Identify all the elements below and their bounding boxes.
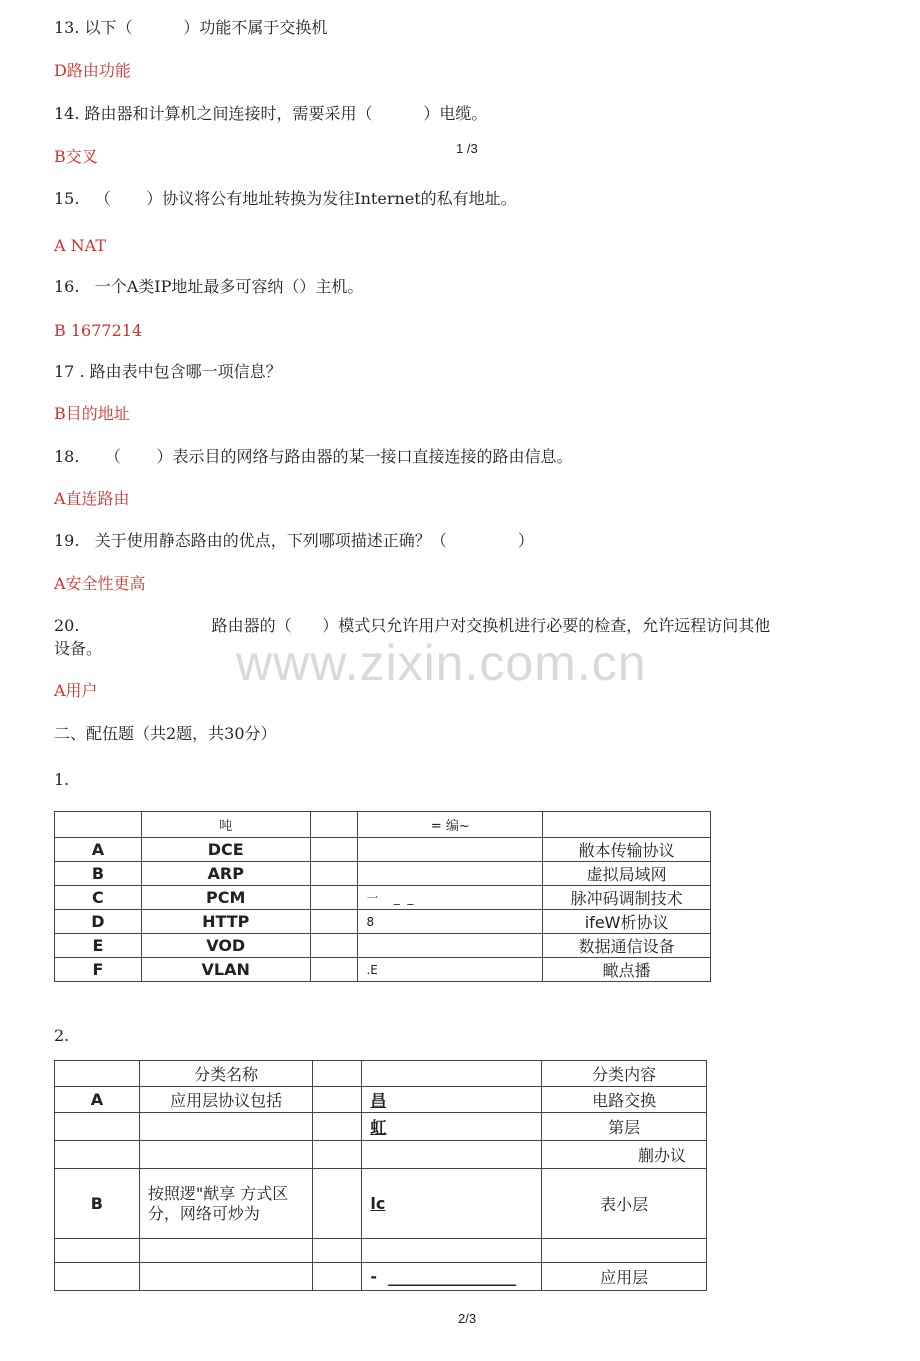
table-cell — [310, 838, 358, 862]
table-row — [55, 886, 711, 910]
row-letter: C — [55, 886, 142, 910]
row-letter: E — [55, 934, 142, 958]
watermark: www.zixin.com.cn — [236, 635, 647, 691]
table-cell: = 编~ — [358, 812, 543, 838]
section-title: 二、配伍题（共2题，共30分） — [54, 724, 277, 743]
definition: 瞰点播 — [543, 958, 711, 982]
table-cell — [55, 1239, 140, 1263]
table-cell — [358, 862, 543, 886]
table-cell — [313, 1087, 362, 1113]
table-cell — [358, 838, 543, 862]
table-cell — [139, 1239, 313, 1263]
table-cell — [358, 934, 543, 958]
term: ARP — [141, 862, 310, 886]
table-row — [55, 1141, 707, 1169]
table-cell — [310, 812, 358, 838]
table-row — [55, 934, 711, 958]
page-marker-top: 1 /3 — [456, 141, 478, 156]
definition: ifeW析协议 — [543, 910, 711, 934]
table-cell — [55, 1263, 140, 1291]
matching-table-1 — [54, 811, 711, 982]
table-cell — [313, 1263, 362, 1291]
table-cell — [313, 1061, 362, 1087]
term: VLAN — [141, 958, 310, 982]
category-content: 电路交换 — [542, 1087, 707, 1113]
table-cell: 一 _ _ — [358, 886, 543, 910]
answer-20: A用户 — [54, 681, 98, 700]
matching-table-2 — [54, 1060, 707, 1291]
table-cell — [313, 1141, 362, 1169]
table-cell — [139, 1113, 313, 1141]
table-cell: .E — [358, 958, 543, 982]
question-14: 14. 路由器和计算机之间连接时，需要采用（ ）电缆。 — [54, 104, 488, 123]
row-letter: F — [55, 958, 142, 982]
term: HTTP — [141, 910, 310, 934]
category-content: 应用层 — [542, 1263, 707, 1291]
question-18: 18. （ ）表示目的网络与路由器的某一接口直接连接的路由信息。 — [54, 447, 573, 466]
row-letter: A — [55, 1087, 140, 1113]
answer-14: B交叉 — [54, 147, 98, 166]
table-row — [55, 1087, 707, 1113]
answer-19: A安全性更高 — [54, 574, 146, 593]
question-17: 17 . 路由表中包含哪一项信息？ — [54, 362, 282, 381]
table-cell — [362, 1141, 542, 1169]
answer-17: B目的地址 — [54, 404, 130, 423]
table-cell — [310, 886, 358, 910]
definition: 数据通信设备 — [543, 934, 711, 958]
item-1-label: 1. — [54, 770, 70, 789]
table-cell: - ________________ — [362, 1263, 542, 1291]
table-cell — [55, 812, 142, 838]
table-cell — [313, 1169, 362, 1239]
table-cell — [55, 1141, 140, 1169]
table-cell — [313, 1239, 362, 1263]
table-row — [55, 1113, 707, 1141]
table-cell — [310, 934, 358, 958]
table-row — [55, 958, 711, 982]
answer-13: D路由功能 — [54, 61, 131, 80]
table-cell: 吨 — [141, 812, 310, 838]
table-row — [55, 862, 711, 886]
term: PCM — [141, 886, 310, 910]
category-content: 蒯办议 — [542, 1141, 707, 1169]
table-cell: 虹 — [362, 1113, 542, 1141]
table-cell — [55, 1061, 140, 1087]
table-cell — [139, 1263, 313, 1291]
row-letter: B — [55, 862, 142, 886]
item-2-label: 2. — [54, 1026, 70, 1045]
definition: 敝本传输协议 — [543, 838, 711, 862]
definition: 脉冲码调制技术 — [543, 886, 711, 910]
table-cell — [139, 1141, 313, 1169]
table-cell — [542, 1239, 707, 1263]
row-letter: A — [55, 838, 142, 862]
term: DCE — [141, 838, 310, 862]
table-cell — [313, 1113, 362, 1141]
table-cell: 分类名称 — [139, 1061, 313, 1087]
row-letter: D — [55, 910, 142, 934]
question-16: 16. 一个A类IP地址最多可容纳（）主机。 — [54, 277, 364, 296]
table-header-row — [55, 1061, 707, 1087]
question-19: 19. 关于使用静态路由的优点，下列哪项描述正确？（ ） — [54, 531, 534, 550]
table-cell — [55, 1113, 140, 1141]
table-cell: 分类内容 — [542, 1061, 707, 1087]
question-15: 15. （ ）协议将公有地址转换为发往Internet的私有地址。 — [54, 189, 517, 208]
table-row — [55, 910, 711, 934]
table-cell: lc — [362, 1169, 542, 1239]
table-cell — [543, 812, 711, 838]
category-content: 第层 — [542, 1113, 707, 1141]
table-row — [55, 1263, 707, 1291]
table-header-row — [55, 812, 711, 838]
category-name: 按照逻"猷享 方式区分，网络可炒为 — [139, 1169, 313, 1239]
table-cell — [362, 1239, 542, 1263]
term: VOD — [141, 934, 310, 958]
answer-16: B 1677214 — [54, 321, 143, 340]
table-cell — [310, 910, 358, 934]
question-13: 13. 以下（ ）功能不属于交换机 — [54, 18, 328, 37]
table-cell — [362, 1061, 542, 1087]
question-20-continued: 设备。 — [54, 639, 103, 658]
table-cell — [310, 958, 358, 982]
definition: 虚拟局域网 — [543, 862, 711, 886]
answer-15: A NAT — [54, 236, 106, 255]
answer-18: A直连路由 — [54, 489, 130, 508]
category-content: 表小层 — [542, 1169, 707, 1239]
table-cell: 昌 — [362, 1087, 542, 1113]
category-name: 应用层协议包括 — [139, 1087, 313, 1113]
table-row — [55, 1239, 707, 1263]
table-cell — [310, 862, 358, 886]
row-letter: B — [55, 1169, 140, 1239]
page-marker-bottom: 2/3 — [458, 1311, 477, 1326]
table-row — [55, 1169, 707, 1239]
table-row — [55, 838, 711, 862]
table-cell: 8 — [358, 910, 543, 934]
question-20: 20. 路由器的（ ）模式只允许用户对交换机进行必要的检查，允许远程访问其他 — [54, 616, 771, 635]
